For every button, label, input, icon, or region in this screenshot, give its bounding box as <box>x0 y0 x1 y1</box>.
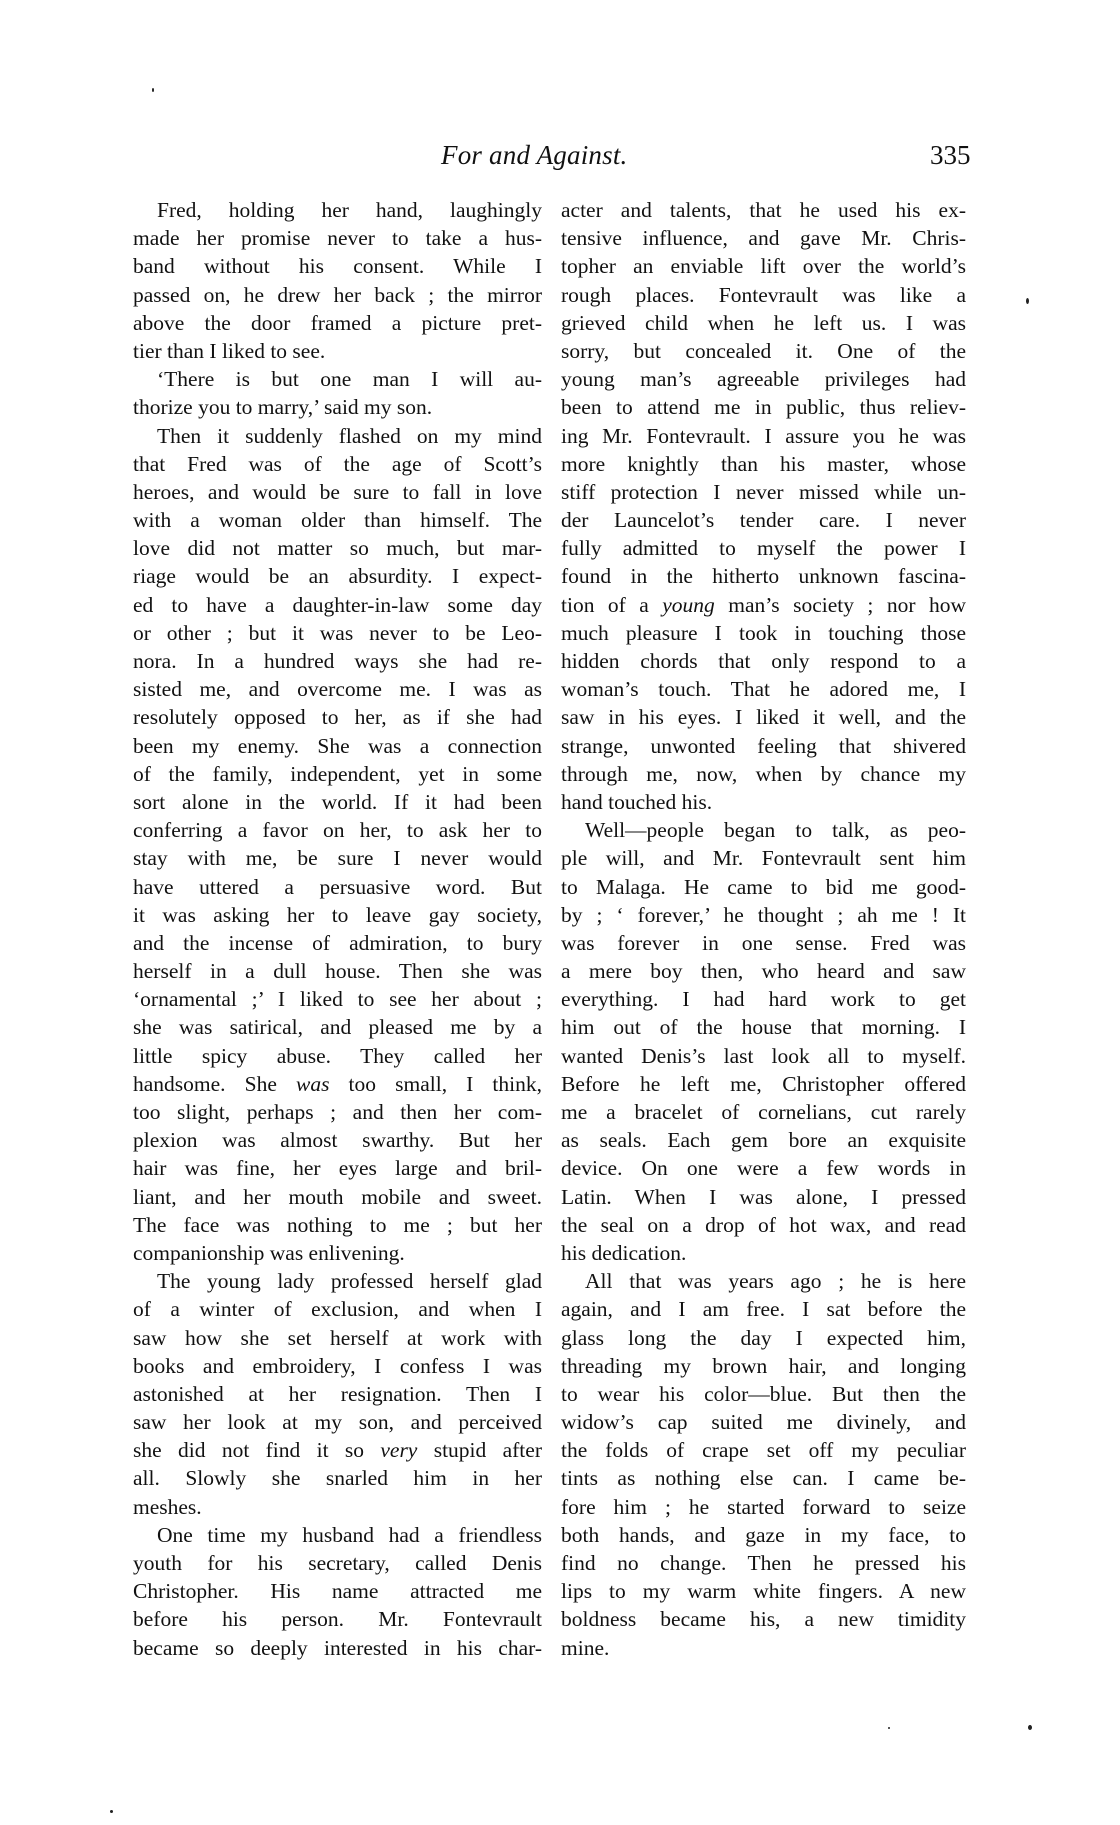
text-line: ing Mr. Fontevrault. I assure you he was <box>561 423 966 448</box>
text-line: hidden chords that only respond to a <box>561 649 966 673</box>
scan-speck <box>1026 298 1029 304</box>
text-line: much pleasure I took in touching those <box>561 620 966 645</box>
scan-speck <box>888 1727 890 1729</box>
text-line: have uttered a persuasive word. But <box>133 874 542 899</box>
text-line: sorry, but concealed it. One of the <box>561 338 966 363</box>
text-line: herself in a dull house. Then she was <box>133 959 542 984</box>
text-line: resolutely opposed to her, as if she had <box>133 705 542 730</box>
italic-emphasis: was <box>295 1071 330 1096</box>
text-line: The young lady professed herself glad <box>157 1269 542 1294</box>
text-line: of the family, independent, yet in some <box>133 761 542 786</box>
text-line: through me, now, when by chance my <box>561 761 966 786</box>
text-line: a mere boy then, who heard and saw <box>561 959 966 984</box>
text-line: riage would be an absurdity. I expect- <box>133 564 542 589</box>
text-line: more knightly than his master, whose <box>561 451 966 476</box>
text-line: stay with me, be sure I never would <box>133 846 542 871</box>
scan-speck <box>1028 1725 1032 1730</box>
page-number: 335 <box>930 140 971 170</box>
text-line: made her promise never to take a hus- <box>133 226 542 251</box>
text-line: sort alone in the world. If it had been <box>133 789 542 814</box>
italic-emphasis: very <box>380 1438 418 1463</box>
text-line: wanted Denis’s last look all to myself. <box>561 1043 966 1068</box>
text-line: plexion was almost swarthy. But her <box>133 1128 542 1153</box>
text-line: tion of a young man’s society ; nor how <box>561 592 966 617</box>
text-line: acter and talents, that he used his ex- <box>561 198 966 222</box>
text-line: All that was years ago ; he is here <box>585 1269 966 1294</box>
text-line: tier than I liked to see. <box>133 338 326 363</box>
text-line: hair was fine, her eyes large and bril- <box>133 1156 542 1181</box>
text-line: before his person. Mr. Fontevrault <box>133 1607 542 1632</box>
text-line: saw in his eyes. I liked it well, and the <box>561 705 966 730</box>
text-line: fully admitted to myself the power I <box>561 536 966 561</box>
text-line: boldness became his, a new timidity <box>561 1607 966 1632</box>
text-line: Latin. When I was alone, I pressed <box>561 1184 966 1209</box>
text-line: she did not find it so very stupid after <box>133 1438 542 1463</box>
scan-speck <box>152 88 154 92</box>
text-line: heroes, and would be sure to fall in love <box>133 479 542 504</box>
text-line: nora. In a hundred ways she had re- <box>133 649 542 673</box>
text-line: ple will, and Mr. Fontevrault sent him <box>561 846 966 871</box>
text-line: of a winter of exclusion, and when I <box>133 1297 542 1322</box>
text-line: became so deeply interested in his char- <box>133 1635 542 1660</box>
text-line: lips to my warm white fingers. A new <box>561 1579 966 1604</box>
text-line: Before he left me, Christopher offered <box>561 1071 966 1096</box>
text-line: as seals. Each gem bore an exquisite <box>561 1128 966 1153</box>
running-title: For and Against. <box>441 140 628 170</box>
text-line: found in the hitherto unknown fascina- <box>561 564 966 589</box>
text-line: both hands, and gaze in my face, to <box>561 1522 966 1547</box>
text-line: meshes. <box>133 1494 202 1519</box>
text-line: books and embroidery, I confess I was <box>133 1353 542 1378</box>
text-line: ‘ornamental ;’ I liked to see her about ; <box>133 987 542 1012</box>
text-line: all. Slowly she snarled him in her <box>133 1466 542 1491</box>
text-line: everything. I had hard work to get <box>561 987 966 1012</box>
text-line: handsome. She was too small, I think, <box>133 1071 542 1096</box>
text-line: his dedication. <box>561 1240 687 1265</box>
text-line: to wear his color—blue. But then the <box>561 1381 966 1406</box>
text-line: and the incense of admiration, to bury <box>133 930 542 955</box>
scan-speck <box>110 1810 113 1813</box>
text-line: thorize you to marry,’ said my son. <box>133 395 433 420</box>
text-line: passed on, he drew her back ; the mirror <box>133 282 542 307</box>
text-line: tensive influence, and gave Mr. Chris- <box>561 226 966 251</box>
text-line: astonished at her resignation. Then I <box>133 1381 542 1406</box>
text-column-left <box>133 196 542 1662</box>
text-line: love did not matter so much, but mar- <box>133 536 542 561</box>
text-line: she was satirical, and pleased me by a <box>133 1015 542 1040</box>
text-line: threading my brown hair, and longing <box>561 1353 966 1378</box>
text-line: saw her look at my son, and perceived <box>133 1410 542 1435</box>
text-line: strange, unwonted feeling that shivered <box>561 733 966 758</box>
text-line: device. On one were a few words in <box>561 1156 966 1181</box>
text-line: been to attend me in public, thus reliev- <box>561 395 966 420</box>
text-line: grieved child when he left us. I was <box>561 310 966 335</box>
text-line: sisted me, and overcome me. I was as <box>133 677 542 702</box>
text-line: the seal on a drop of hot wax, and read <box>561 1212 966 1237</box>
text-line: companionship was enlivening. <box>133 1240 405 1265</box>
text-line: with a woman older than himself. The <box>133 508 542 533</box>
text-line: Then it suddenly flashed on my mind <box>157 423 542 448</box>
text-column-right <box>561 196 966 1662</box>
text-line: me a bracelet of cornelians, cut rarely <box>561 1100 966 1124</box>
text-line: liant, and her mouth mobile and sweet. <box>133 1184 542 1209</box>
text-line: Fred, holding her hand, laughingly <box>157 198 542 222</box>
text-line: too slight, perhaps ; and then her com- <box>133 1100 542 1124</box>
text-line: One time my husband had a friendless <box>157 1522 542 1547</box>
text-line: saw how she set herself at work with <box>133 1325 542 1350</box>
text-line: to Malaga. He came to bid me good- <box>561 874 966 899</box>
text-line: der Launcelot’s tender care. I never <box>561 508 966 533</box>
text-line: Well—people began to talk, as peo- <box>585 818 966 843</box>
running-head <box>0 140 1120 180</box>
text-line: find no change. Then he pressed his <box>561 1551 966 1575</box>
text-line: was forever in one sense. Fred was <box>561 930 966 955</box>
text-line: rough places. Fontevrault was like a <box>561 282 966 307</box>
text-line: The face was nothing to me ; but her <box>133 1212 542 1237</box>
text-line: topher an enviable lift over the world’s <box>561 254 966 279</box>
text-line: tints as nothing else can. I came be- <box>561 1466 966 1491</box>
text-line: youth for his secretary, called Denis <box>133 1551 542 1575</box>
text-line: by ; ‘ forever,’ he thought ; ah me ! It <box>561 902 966 927</box>
text-line: been my enemy. She was a connection <box>133 733 542 758</box>
text-line: band without his consent. While I <box>133 254 542 279</box>
text-line: that Fred was of the age of Scott’s <box>133 451 542 476</box>
text-line: above the door framed a picture pret- <box>133 310 542 335</box>
text-line: it was asking her to leave gay society, <box>133 902 542 927</box>
text-line: glass long the day I expected him, <box>561 1325 966 1350</box>
text-line: ‘There is but one man I will au- <box>157 367 542 392</box>
text-line: conferring a favor on her, to ask her to <box>133 818 542 843</box>
text-line: little spicy abuse. They called her <box>133 1043 542 1068</box>
text-line: the folds of crape set off my peculiar <box>561 1438 966 1463</box>
italic-emphasis: young <box>662 592 715 617</box>
text-line: Christopher. His name attracted me <box>133 1579 542 1604</box>
text-line: mine. <box>561 1635 610 1660</box>
text-line: young man’s agreeable privileges had <box>561 367 966 392</box>
text-line: again, and I am free. I sat before the <box>561 1297 966 1322</box>
text-line: or other ; but it was never to be Leo- <box>133 620 542 645</box>
text-line: ed to have a daughter-in-law some day <box>133 592 542 617</box>
text-line: stiff protection I never missed while un- <box>561 479 966 504</box>
text-line: him out of the house that morning. I <box>561 1015 966 1040</box>
text-line: fore him ; he started forward to seize <box>561 1494 966 1519</box>
text-line: hand touched his. <box>561 789 713 814</box>
text-line: widow’s cap suited me divinely, and <box>561 1410 966 1435</box>
text-line: woman’s touch. That he adored me, I <box>561 677 966 702</box>
